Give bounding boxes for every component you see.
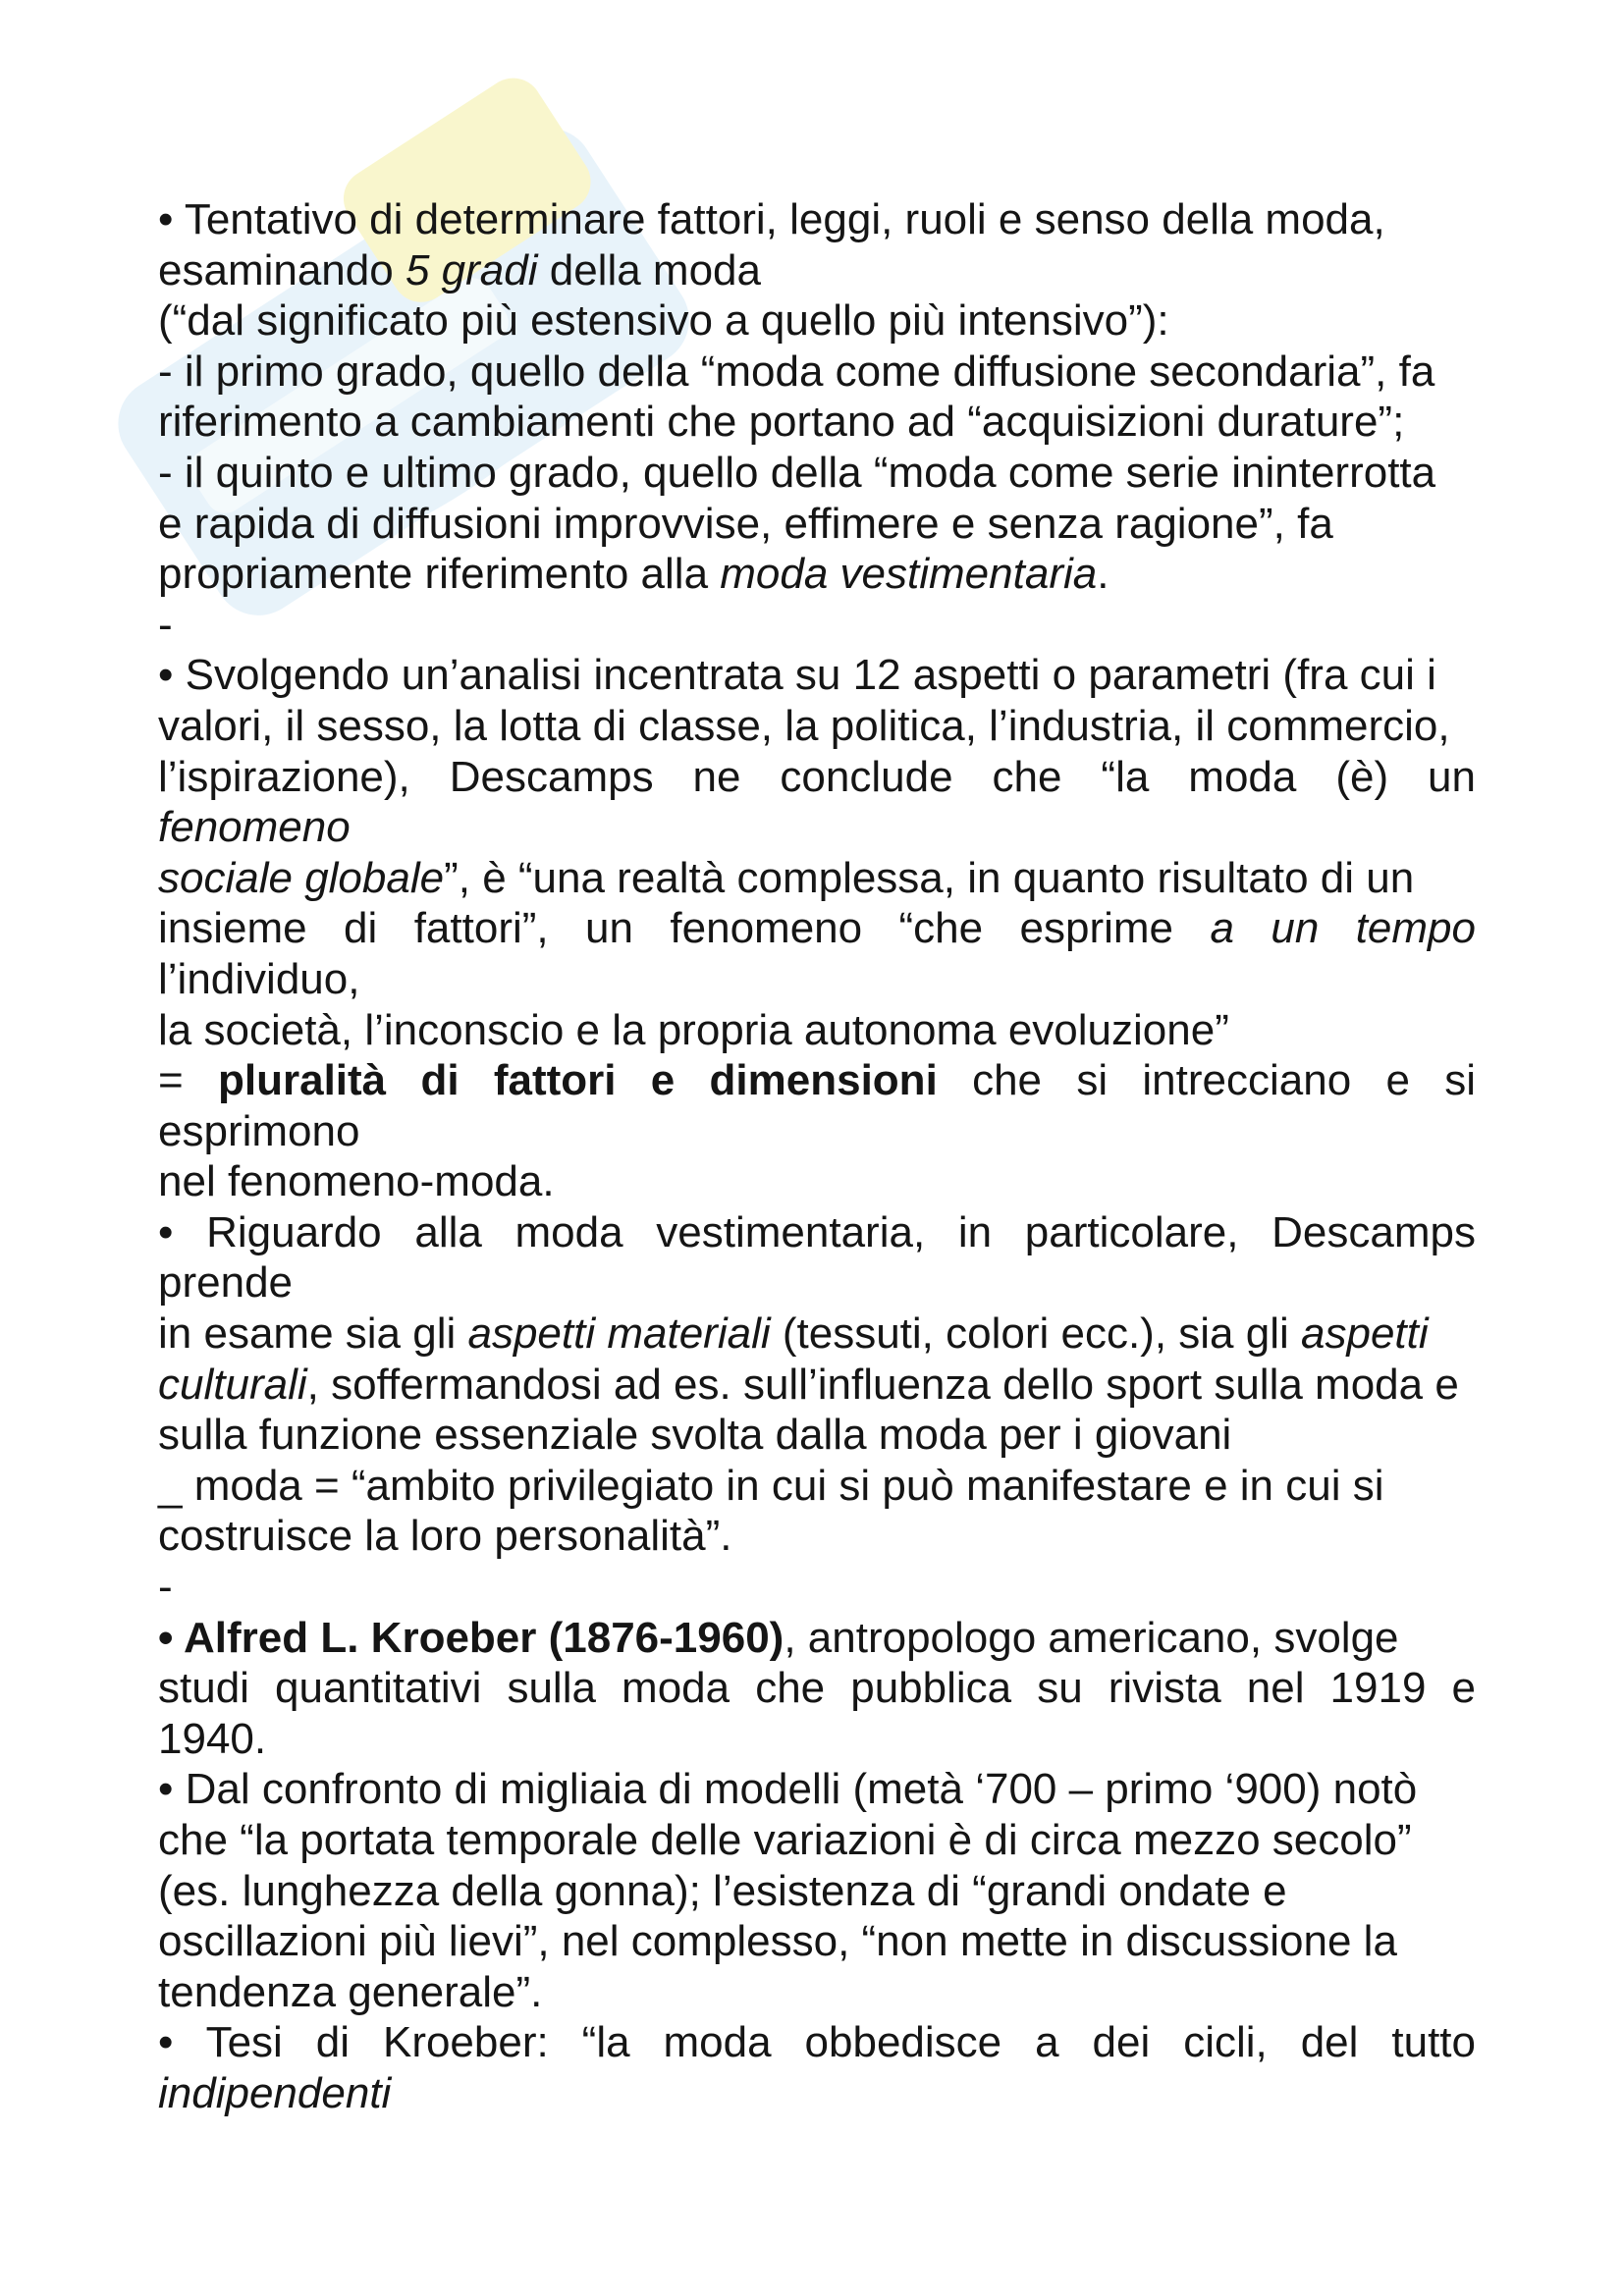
italic-text: 5 gradi — [405, 245, 538, 294]
text-segment: che si intrecciano e si — [937, 1056, 1477, 1105]
text-segment: . — [1097, 550, 1109, 599]
text-line: nel fenomeno-moda. — [158, 1157, 555, 1206]
separator-dash: - — [158, 600, 173, 649]
separator-dash: - — [158, 1563, 173, 1612]
text-line — [158, 1613, 1476, 1664]
text-line — [158, 1308, 1476, 1360]
text-line — [158, 853, 1476, 904]
text-segment: in esame sia gli — [158, 1309, 468, 1359]
text-line: - il primo grado, quello della “moda come diffusione secondaria”, fa — [158, 347, 1435, 396]
text-line: e rapida di diffusioni improvvise, effimere e senza ragione”, fa — [158, 499, 1333, 548]
text-line: • Tentativo di determinare fattori, leggi, ruoli e senso della moda, — [158, 195, 1385, 243]
text-line: indipendenti — [158, 2068, 392, 2117]
text-line — [158, 245, 1476, 296]
text-line: esprimono — [158, 1106, 360, 1155]
document-body — [158, 194, 1476, 2119]
text-line: studi quantitativi sulla moda che pubblica su rivista nel 1919 e — [158, 1664, 1476, 1713]
text-segment: ”, è “una realtà complessa, in quanto risultato di un — [444, 853, 1415, 902]
text-line: tendenza generale”. — [158, 1967, 543, 2016]
text-line: l’ispirazione), Descamps ne conclude che “la moda (è) un — [158, 752, 1476, 801]
text-line: oscillazioni più lievi”, nel complesso, “non mette in discussione la — [158, 1917, 1397, 1966]
text-line: - il quinto e ultimo grado, quello della “moda come serie ininterrotta — [158, 448, 1436, 497]
text-line: fenomeno — [158, 803, 351, 852]
text-line: prende — [158, 1258, 294, 1308]
text-line: • Riguardo alla moda vestimentaria, in particolare, Descamps — [158, 1207, 1476, 1256]
text-segment: esaminando — [158, 245, 406, 294]
italic-text: sociale globale — [158, 853, 445, 902]
italic-text: aspetti materiali — [467, 1309, 771, 1359]
text-segment: = — [158, 1056, 218, 1105]
text-line: la società, l’inconscio e la propria autonoma evoluzione” — [158, 1005, 1229, 1054]
bold-text: • Alfred L. Kroeber (1876-1960) — [158, 1613, 784, 1662]
text-line: • Dal confronto di migliaia di modelli (metà ‘700 – primo ‘900) notò — [158, 1765, 1418, 1814]
text-line — [158, 549, 1476, 600]
text-segment: insieme di fattori”, un fenomeno “che esprime — [158, 904, 1211, 953]
italic-text: aspetti — [1301, 1309, 1429, 1359]
text-line: che “la portata temporale delle variazioni è di circa mezzo secolo” — [158, 1816, 1412, 1864]
text-line: riferimento a cambiamenti che portano ad “acquisizioni durature”; — [158, 398, 1405, 447]
text-line: _ moda = “ambito privilegiato in cui si può manifestare e in cui si — [158, 1461, 1384, 1510]
italic-text: culturali — [158, 1360, 307, 1409]
text-line: costruisce la loro personalità”. — [158, 1512, 732, 1561]
italic-text: moda vestimentaria — [720, 550, 1098, 599]
text-line: • Svolgendo un’analisi incentrata su 12 aspetti o parametri (fra cui i — [158, 651, 1436, 700]
text-line: (“dal significato più estensivo a quello più intensivo”): — [158, 296, 1169, 346]
text-line: • Tesi di Kroeber: “la moda obbedisce a dei cicli, del tutto — [158, 2018, 1476, 2067]
text-segment: propriamente riferimento alla — [158, 550, 721, 599]
text-segment: della moda — [537, 245, 761, 294]
text-line — [158, 903, 1476, 954]
bold-text: pluralità di fattori e dimensioni — [218, 1056, 938, 1105]
text-line — [158, 1055, 1476, 1106]
italic-text: a un tempo — [1210, 904, 1476, 953]
text-line: valori, il sesso, la lotta di classe, la politica, l’industria, il commercio, — [158, 701, 1450, 750]
text-segment: , soffermandosi ad es. sull’influenza dello sport sulla moda e — [306, 1360, 1459, 1409]
text-line — [158, 1360, 1476, 1411]
text-line: 1940. — [158, 1714, 267, 1763]
text-segment: , antropologo americano, svolge — [784, 1613, 1399, 1662]
text-line: l’individuo, — [158, 954, 360, 1003]
text-line: (es. lunghezza della gonna); l’esistenza di “grandi ondate e — [158, 1866, 1287, 1915]
text-segment: (tessuti, colori ecc.), sia gli — [770, 1309, 1301, 1359]
text-line: sulla funzione essenziale svolta dalla moda per i giovani — [158, 1411, 1232, 1460]
